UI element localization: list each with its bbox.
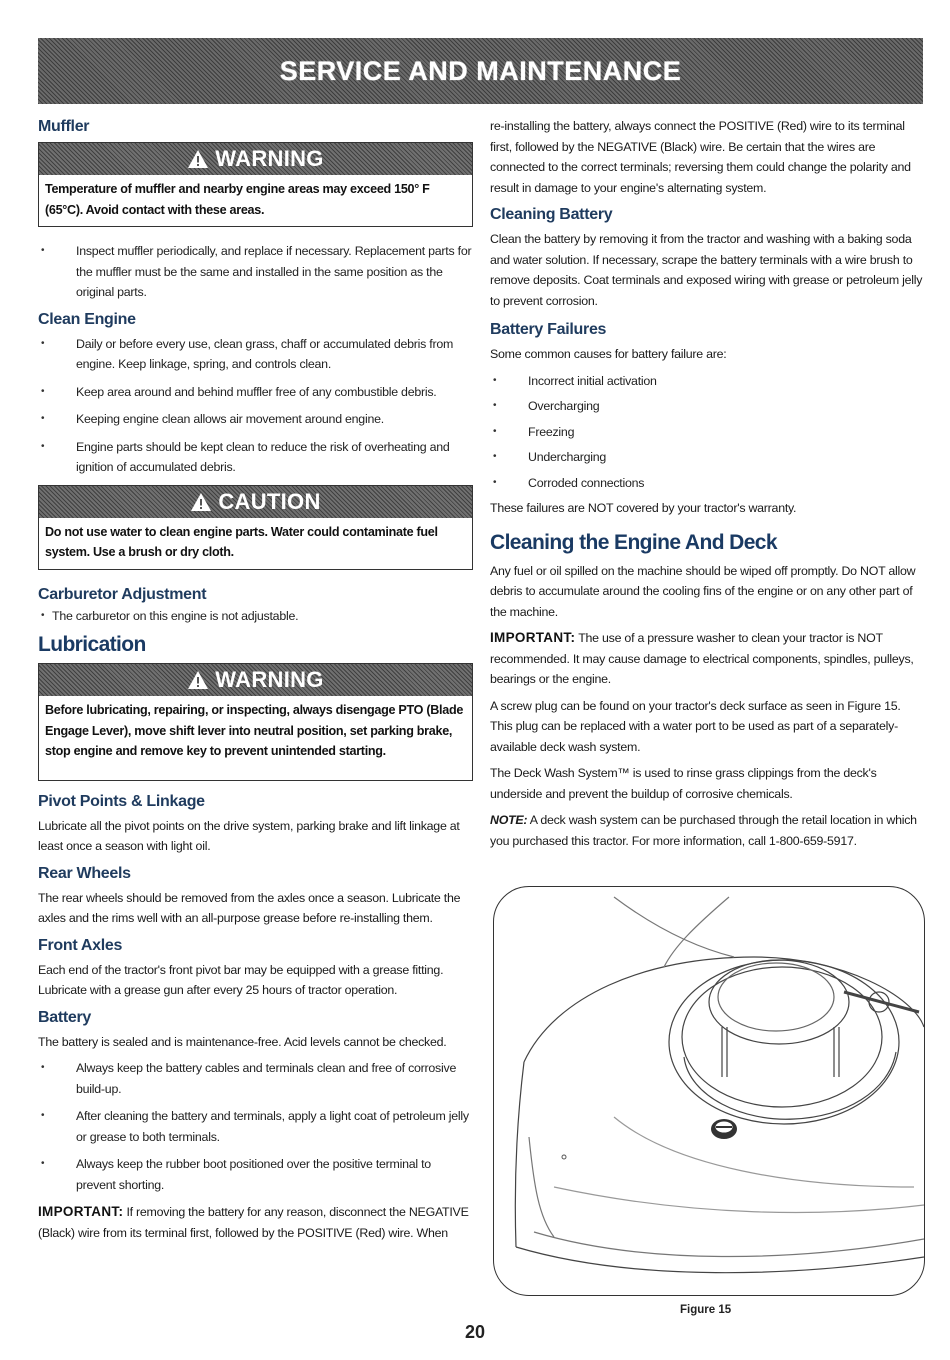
important-label: IMPORTANT: <box>38 1204 124 1219</box>
screw-plug-icon <box>711 1119 737 1139</box>
cleaning-deck-heading: Cleaning the Engine And Deck <box>490 530 777 554</box>
warning-text: Before lubricating, repairing, or inspecting, always disengage PTO (Blade Engage Lever), move shift lever into neutral position, set parking brake, stop engine and remove key to prevent unintended starting. <box>45 703 464 758</box>
lubrication-warning-box <box>38 663 473 781</box>
muffler-heading: Muffler <box>38 118 90 135</box>
list-item: • Daily or before every use, clean grass, chaff or accumulated debris from engine. Keep linkage, spring, and controls clean. <box>38 334 473 375</box>
important-text: If removing the battery for any reason, disconnect the NEGATIVE (Black) wire from its terminal first, followed by the POSITIVE (Red) wire. When <box>38 1205 469 1240</box>
battery-important <box>38 1202 473 1243</box>
note-label: NOTE: <box>490 813 528 827</box>
list-item: • Overcharging <box>490 396 925 417</box>
list-item: • Undercharging <box>490 447 925 468</box>
list-item: • The carburetor on this engine is not adjustable. <box>38 606 473 627</box>
carburetor-heading: Carburetor Adjustment <box>38 585 207 603</box>
rear-wheels-heading: Rear Wheels <box>38 864 131 882</box>
warning-triangle-icon <box>187 670 209 690</box>
cleaning-deck-p2: A screw plug can be found on your tractor's deck surface as seen in Figure 15. This plug can be replaced with a water port to be used as part of a separately-available deck wash system. <box>490 698 901 754</box>
cleaning-battery-heading: Cleaning Battery <box>490 206 613 223</box>
figure-15-illustration <box>493 886 925 1296</box>
list-item: • Engine parts should be kept clean to reduce the risk of overheating and ignition of accumulated debris. <box>38 437 473 478</box>
cleaning-deck-p1: Any fuel or oil spilled on the machine should be wiped off promptly. Do NOT allow debris to accumulate around the cooling fins of the engine or on any other part of the machine. <box>490 563 916 619</box>
front-axles-text: Each end of the tractor's front pivot bar may be equipped with a grease fitting. Lubricate with a grease gun after every 25 hours of tractor operation. <box>38 962 444 997</box>
right-column <box>490 112 925 857</box>
battery-failures-heading: Battery Failures <box>490 321 607 338</box>
pivot-text: Lubricate all the pivot points on the drive system, parking brake and lift linkage at least once a season with light oil. <box>38 818 460 853</box>
muffler-warning-box <box>38 142 473 227</box>
pivot-heading: Pivot Points & Linkage <box>38 792 205 810</box>
page-title: SERVICE AND MAINTENANCE <box>279 55 682 86</box>
list-item: • Incorrect initial activation <box>490 371 925 392</box>
rear-wheels-text: The rear wheels should be removed from the axles once a season. Lubricate the axles and the rims well with an all-purpose grease before re-installing them. <box>38 890 461 925</box>
list-item: • Inspect muffler periodically, and replace if necessary. Replacement parts for the muffler must be the same and installed in the same position as the original parts. <box>38 241 473 303</box>
caution-banner <box>39 486 472 518</box>
list-item: • Keep area around and behind muffler free of any combustible debris. <box>38 382 473 403</box>
left-column <box>38 112 473 1249</box>
important-paragraph <box>490 628 925 690</box>
list-item: • Keeping engine clean allows air movement around engine. <box>38 409 473 430</box>
warning-banner <box>39 664 472 696</box>
warning-triangle-icon <box>187 149 209 169</box>
clean-engine-heading: Clean Engine <box>38 310 136 328</box>
clean-engine-bullets <box>38 334 473 478</box>
muffler-bullets <box>38 241 473 303</box>
list-item: • Freezing <box>490 422 925 443</box>
battery-failures-outro: These failures are NOT covered by your tractor's warranty. <box>490 501 797 515</box>
caution-triangle-icon <box>190 492 212 512</box>
battery-failures-intro: Some common causes for battery failure are: <box>490 347 727 361</box>
page-number: 20 <box>464 1322 486 1342</box>
battery-heading: Battery <box>38 1008 92 1026</box>
caution-label: CAUTION <box>218 488 321 514</box>
front-axles-heading: Front Axles <box>38 936 123 954</box>
caution-box <box>38 485 473 570</box>
figure-caption: Figure 15 <box>680 1304 732 1316</box>
continued-text: re-installing the battery, always connect the POSITIVE (Red) wire to its terminal first, followed by the NEGATIVE (Black) wire. Be certain that the wires are connected to the correct terminals; reversing them could change the polarity and result in damage to your engine's alternating system. <box>490 119 911 195</box>
note-text: A deck wash system can be purchased through the retail location in which you purchased this tractor. For more information, call 1-800-659-5917. <box>490 813 917 848</box>
list-item: • After cleaning the battery and terminals, apply a light coat of petroleum jelly or grease to both terminals. <box>38 1106 473 1147</box>
cleaning-battery-text: Clean the battery by removing it from the tractor and washing with a baking soda and water solution. If necessary, scrape the battery terminals with a wire brush to remove deposits. Coat terminals and exposed wiring with grease or petroleum jelly to prevent corrosion. <box>490 232 923 308</box>
list-item: • Corroded connections <box>490 473 925 494</box>
warning-label: WARNING <box>215 667 324 692</box>
important-label: IMPORTANT: <box>490 630 576 645</box>
battery-failures-bullets <box>490 371 925 494</box>
page-header <box>38 38 923 104</box>
battery-bullets <box>38 1058 473 1195</box>
list-item: • Always keep the rubber boot positioned over the positive terminal to prevent shorting. <box>38 1154 473 1195</box>
carburetor-bullets <box>38 606 473 627</box>
warning-text: Temperature of muffler and nearby engine areas may exceed 150° F (65°C). Avoid contact with these areas. <box>45 182 430 217</box>
list-item: • Always keep the battery cables and terminals clean and free of corrosive build-up. <box>38 1058 473 1099</box>
lubrication-heading: Lubrication <box>38 633 146 656</box>
warning-banner <box>39 143 472 175</box>
note-paragraph <box>490 810 925 851</box>
battery-text: The battery is sealed and is maintenance-free. Acid levels cannot be checked. <box>38 1034 447 1049</box>
warning-label: WARNING <box>215 146 324 171</box>
cleaning-deck-p3: The Deck Wash System™ is used to rinse grass clippings from the deck's underside and prevent the buildup of corrosive chemicals. <box>490 766 877 801</box>
mower-deck-drawing <box>494 887 924 1295</box>
caution-text: Do not use water to clean engine parts. Water could contaminate fuel system. Use a brush or dry cloth. <box>45 524 438 559</box>
important-text: The use of a pressure washer to clean your tractor is NOT recommended. It may cause damage to electrical components, spindles, pulleys, bearings or the engine. <box>490 631 914 686</box>
